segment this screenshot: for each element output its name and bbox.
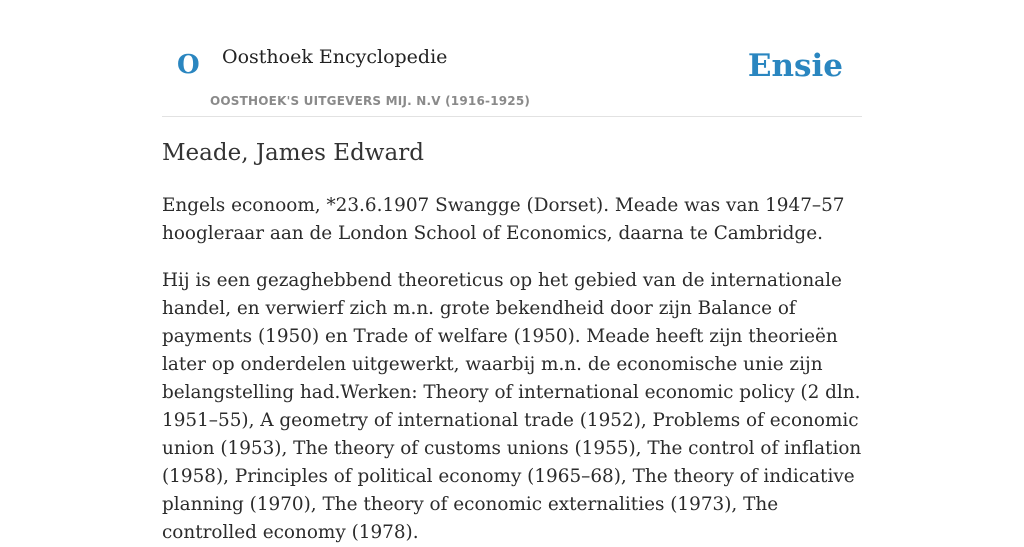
article-paragraph: Hij is een gezaghebbend theoreticus op het gebied van de internationale handel, en verwierf zich m.n. grote bekendheid door zijn Balance of payments (1950) en Trade of welfare (1950). Meade heeft zijn theorieën later op onderdelen uitgewerkt, waarbij m.n. de economische unie zijn belangstelling had.Werken: Theory of international economic policy (2 dln. 1951–55), A geometry of international trade (1952), Problems of economic union (1953), The theory of customs unions (1955), The control of inflation (1958), Principles of political economy (1965–68), The theory of indicative planning (1970), The theory of economic externalities (1973), The controlled economy (1978). — [162, 270, 862, 543]
site-title[interactable]: Oosthoek Encyclopedie — [222, 46, 448, 68]
site-header — [162, 0, 862, 117]
article-title: Meade, James Edward — [162, 140, 424, 166]
article-card — [162, 0, 862, 543]
publisher-subtitle: OOSTHOEK'S UITGEVERS MIJ. N.V (1916-1925) — [210, 94, 531, 108]
article-paragraph: Engels econoom, *23.6.1907 Swangge (Dorset). Meade was van 1947–57 hoogleraar aan de London School of Economics, daarna te Cambridge. — [162, 195, 845, 244]
logo-letter[interactable]: O — [177, 50, 200, 80]
ensie-brand-link[interactable]: Ensie — [747, 48, 843, 84]
